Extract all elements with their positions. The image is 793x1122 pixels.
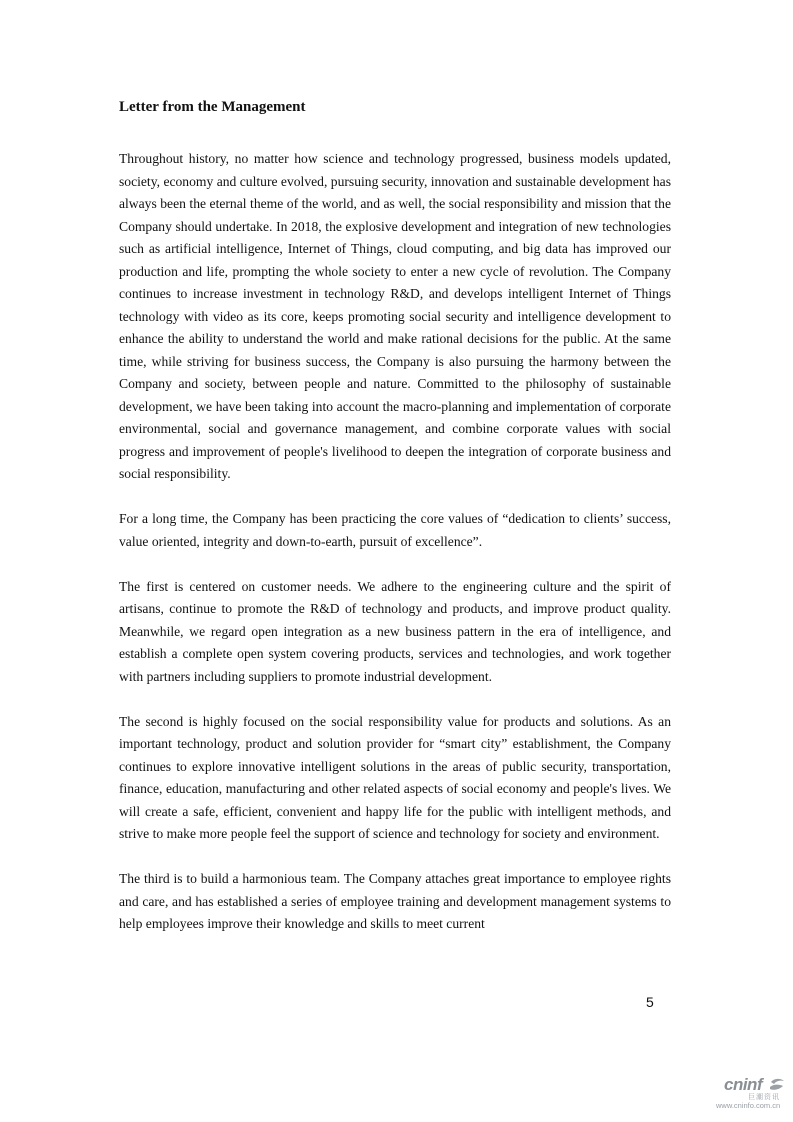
- letter-content: [119, 96, 671, 958]
- watermark-chinese-text: 巨潮资讯: [748, 1093, 780, 1101]
- paragraph-5: The third is to build a harmonious team. The Company attaches great importance to employee rights and care, and has established a series of employee training and development management systems to help employees improve their knowledge and skills to meet current: [119, 871, 671, 931]
- cninfo-swirl-icon: [768, 1077, 786, 1093]
- page-number: 5: [646, 994, 654, 1010]
- paragraph-3: The first is centered on customer needs. We adhere to the engineering culture and the spirit of artisans, continue to promote the R&D of technology and products, and improve product quality. Meanwhile, we regard open integration as a new business pattern in the era of intelligence, and establish a complete open system covering products, services and technologies, and work together with partners including suppliers to promote industrial development.: [119, 578, 671, 684]
- paragraph-4: The second is highly focused on the social responsibility value for products and solutions. As an important technology, product and solution provider for “smart city” establishment, the Company continues to explore innovative intelligent solutions in the areas of public security, transportation, finance, education, manufacturing and other related aspects of social economy and people's lives. We will create a safe, efficient, convenient and happy life for the public with intelligent methods, and strive to make more people feel the support of science and technology for society and environment.: [119, 713, 671, 841]
- watermark-logo-text: cninf: [724, 1075, 763, 1094]
- watermark-url: www.cninfo.com.cn: [716, 1101, 781, 1110]
- paragraph-1: Throughout history, no matter how science and technology progressed, business models updated, society, economy and culture evolved, pursuing security, innovation and sustainable development has always been the eternal theme of the world, and as well, the social responsibility and mission that the Company should undertake. In 2018, the explosive development and integration of new technologies such as artificial intelligence, Internet of Things, cloud computing, and big data has improved our production and life, prompting the whole society to enter a new cycle of revolution. The Company continues to increase investment in technology R&D, and develops intelligent Internet of Things technology with video as its core, keeps promoting social security and intelligence development to enhance the ability to understand the world and make rational decisions for the public. At the same time, while striving for business success, the Company is also pursuing the harmony between the Company and society, between people and nature. Committed to the philosophy of sustainable development, we have been taking into account the macro-planning and implementation of corporate environmental, social and governance management, and combine corporate values with social progress and improvement of people's livelihood to deepen the integration of corporate business and social responsibility.: [119, 151, 671, 481]
- letter-title: Letter from the Management: [119, 99, 306, 115]
- paragraph-2: For a long time, the Company has been practicing the core values of “dedication to clients’ success, value oriented, integrity and down-to-earth, pursuit of excellence”.: [119, 511, 671, 549]
- cninfo-watermark: [716, 1075, 792, 1115]
